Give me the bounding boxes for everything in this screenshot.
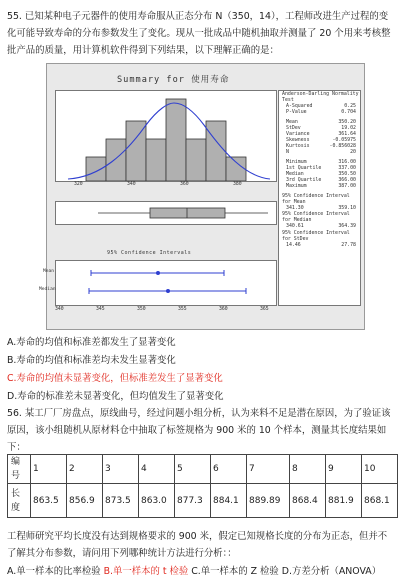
stat-row: Mean 350.20 bbox=[286, 118, 356, 125]
ci-tick: 360 bbox=[219, 307, 228, 312]
ci-label-mean: Mean bbox=[43, 269, 55, 274]
q56-choices bbox=[7, 563, 381, 580]
q55-line-3: 批产品的质量，用计算机软件得到下列结果，以下理解正确的是： bbox=[7, 45, 279, 56]
boxplot-box bbox=[150, 208, 225, 218]
ci-tick: 340 bbox=[55, 307, 64, 312]
question-55-stem bbox=[7, 8, 403, 59]
stat-row: Maximum 387.00 bbox=[286, 183, 356, 190]
ci-tick: 355 bbox=[178, 307, 187, 312]
hist-tick: 320 bbox=[74, 182, 83, 187]
histogram-bar bbox=[166, 99, 186, 181]
table-cell: 8 bbox=[290, 455, 326, 484]
stat-row: Median 350.50 bbox=[286, 171, 356, 178]
histogram-bar bbox=[86, 157, 106, 181]
q55-line-2: 化可能导致寿命的分布参数发生了变化。现从一批成品中随机抽取并测量了 20 个用来考核整 bbox=[7, 28, 391, 39]
table-cell: 6 bbox=[211, 455, 247, 484]
q56-after-2: 了解其分布参数，请问用下列哪种统计方法进行分析：： bbox=[7, 548, 237, 559]
stat-row: P-Value 0.704 bbox=[286, 109, 356, 116]
hist-tick: 360 bbox=[180, 182, 189, 187]
histogram-bar bbox=[146, 139, 166, 181]
table-cell: 4 bbox=[139, 455, 175, 484]
table-cell: 884.1 bbox=[211, 484, 247, 518]
ci-tick: 345 bbox=[96, 307, 105, 312]
ci-tick: 365 bbox=[260, 307, 269, 312]
confidence-interval-plot bbox=[55, 260, 277, 306]
q55-option-d[interactable]: D.寿命的标准差未显著变化，但均值发生了显著变化 bbox=[7, 391, 224, 402]
table-cell: 868.4 bbox=[290, 484, 326, 518]
stat-row: 3rd Quartile 366.00 bbox=[286, 177, 356, 184]
stat-row: 14.46 27.78 bbox=[286, 241, 356, 248]
table-cell: 856.9 bbox=[67, 484, 103, 518]
hist-tick: 340 bbox=[127, 182, 136, 187]
table-row bbox=[8, 484, 398, 518]
table-cell: 3 bbox=[103, 455, 139, 484]
q56-line-1: 56. 某工厂厂房盘点，原线曲号，经过问题小组分析，认为来料不足是潜在原因，为了验证该 bbox=[7, 408, 391, 419]
ci-mean-header: 95% Confidence Interval for Mean bbox=[282, 192, 350, 205]
q55-option-b[interactable]: B.寿命的均值和标准差均未发生显著变化 bbox=[7, 355, 176, 366]
stat-row: StDev 19.02 bbox=[286, 124, 356, 131]
q55-option-c[interactable]: C.寿命的均值未显著变化，但标准差发生了显著变化 bbox=[7, 373, 223, 384]
stat-row: Variance 361.64 bbox=[286, 131, 356, 138]
ci-tick: 350 bbox=[137, 307, 146, 312]
table-cell: 863.5 bbox=[31, 484, 67, 518]
table-cell: 5 bbox=[175, 455, 211, 484]
stat-row: 1st Quartile 337.00 bbox=[286, 164, 356, 171]
stats-panel bbox=[278, 90, 361, 306]
histogram bbox=[55, 90, 277, 182]
table-cell: 10 bbox=[362, 455, 398, 484]
table-row bbox=[8, 455, 398, 484]
stat-row: 340.61 364.39 bbox=[286, 223, 356, 230]
histogram-bar bbox=[206, 121, 226, 181]
ci-median-header: 95% Confidence Interval for Median bbox=[282, 211, 350, 224]
q56-option-b[interactable]: B.单一样本的 t 检验 bbox=[103, 566, 189, 577]
normality-test-header: Anderson-Darling Normality Test bbox=[282, 91, 359, 104]
table-cell: 863.0 bbox=[139, 484, 175, 518]
q56-line-2: 原因，该小组随机从原材料仓中抽取了标签规格为 900 米的 10 个样本，测量其长度结果如 bbox=[7, 425, 387, 436]
boxplot bbox=[55, 201, 277, 225]
table-cell: 881.9 bbox=[326, 484, 362, 518]
table-cell: 889.89 bbox=[247, 484, 290, 518]
stat-row: A-Squared 0.25 bbox=[286, 103, 356, 110]
stat-row: N 20 bbox=[286, 149, 356, 156]
stat-row: Minimum 316.00 bbox=[286, 158, 356, 165]
ci-stdev-header: 95% Confidence Interval for StDev bbox=[282, 229, 350, 242]
table-cell: 9 bbox=[326, 455, 362, 484]
q56-option-c[interactable]: C.单一样本的 Z 检验 bbox=[188, 566, 282, 577]
summary-figure bbox=[39, 63, 365, 330]
figure-title: Summary for 使用寿命 bbox=[117, 75, 230, 85]
stat-row: Skewness -0.05975 bbox=[286, 137, 356, 144]
q56-option-a[interactable]: A.单一样本的比率检验 bbox=[7, 566, 104, 577]
row-header-id: 编号 bbox=[8, 455, 31, 484]
ci-title: 95% Confidence Intervals bbox=[107, 250, 192, 256]
length-table bbox=[7, 454, 398, 518]
q56-line-3: 下： bbox=[7, 442, 26, 453]
hist-tick: 380 bbox=[233, 182, 242, 187]
table-cell: 873.5 bbox=[103, 484, 139, 518]
table-cell: 1 bbox=[31, 455, 67, 484]
histogram-bar bbox=[186, 139, 206, 181]
histogram-bar bbox=[226, 157, 246, 181]
stat-row: 341.30 359.10 bbox=[286, 205, 356, 212]
ci-label-median: Median bbox=[39, 287, 56, 292]
q56-after-1: 工程师研究平均长度没有达到规格要求的 900 米，假定已知规格长度的分布为正态，但并不 bbox=[7, 531, 388, 542]
mean-point bbox=[156, 271, 160, 275]
table-cell: 7 bbox=[247, 455, 290, 484]
histogram-bar bbox=[106, 139, 126, 181]
stat-row: Kurtosis -0.856028 bbox=[286, 143, 356, 150]
q55-option-a[interactable]: A.寿命的均值和标准差都发生了显著变化 bbox=[7, 337, 176, 348]
table-cell: 2 bbox=[67, 455, 103, 484]
row-header-length: 长度 bbox=[8, 484, 31, 518]
q56-option-d[interactable]: D.方差分析（ANOVA） bbox=[281, 566, 382, 577]
table-cell: 868.1 bbox=[362, 484, 398, 518]
table-cell: 877.3 bbox=[175, 484, 211, 518]
q55-line-1: 55. 已知某种电子元器件的使用寿命服从正态分布 N（350，14），工程师改进生产过程的变 bbox=[7, 11, 389, 22]
median-point bbox=[166, 289, 170, 293]
